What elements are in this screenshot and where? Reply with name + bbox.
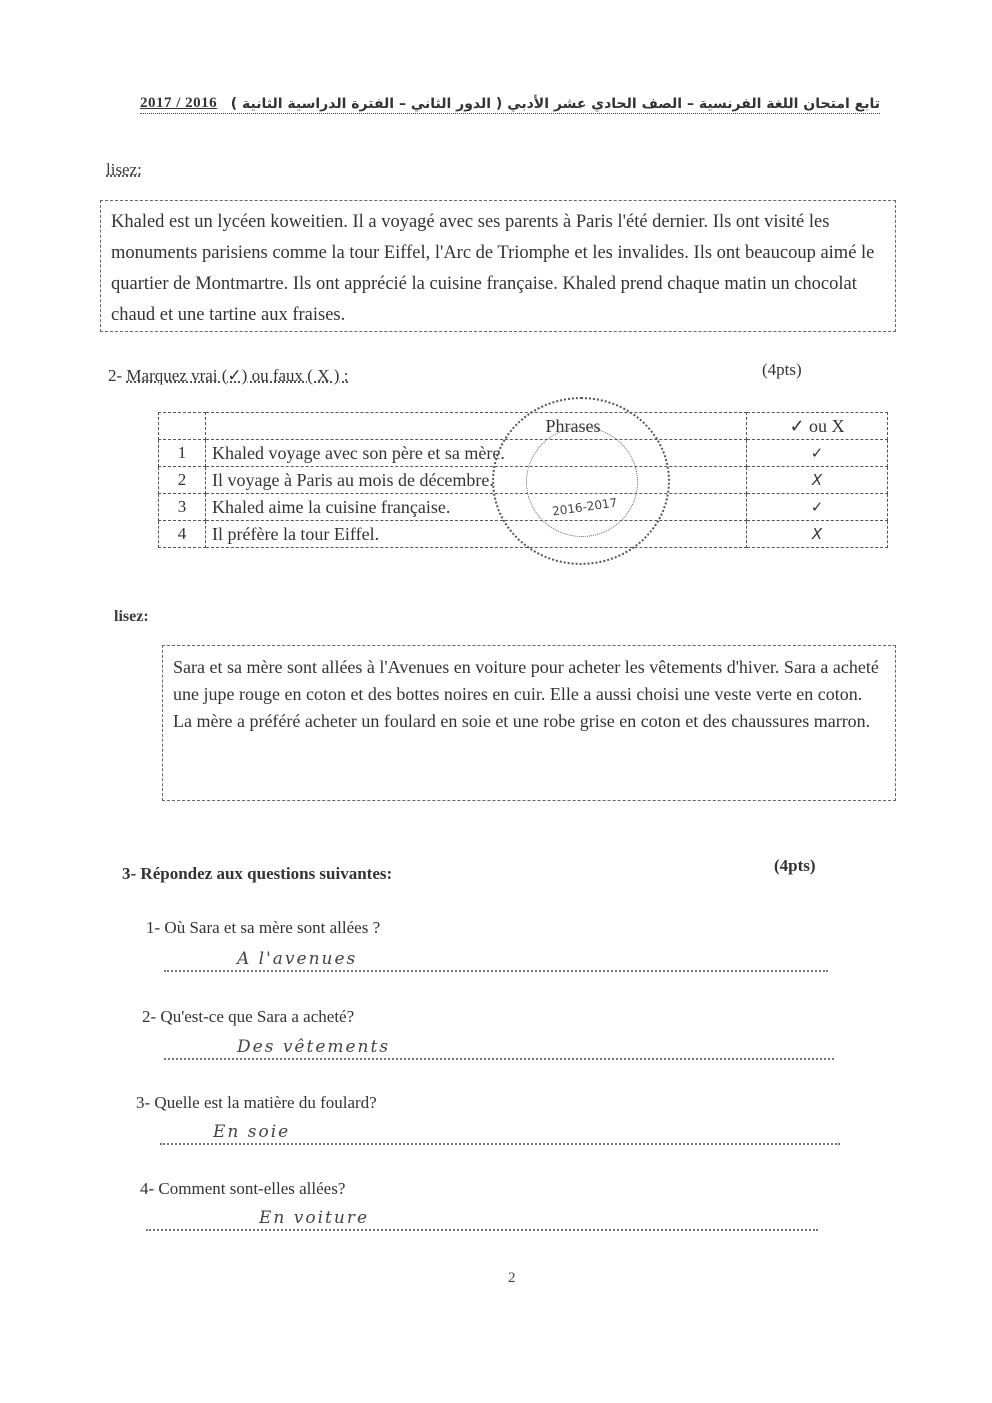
reading1-text-box [100, 200, 896, 332]
header-answer-cell: ✓ ou X [747, 413, 888, 440]
page-header [140, 95, 880, 114]
row-phrase: Khaled aime la cuisine française. [206, 494, 747, 521]
true-false-table [158, 412, 888, 548]
reading2-label: lisez: [114, 608, 149, 625]
row-answer-field[interactable]: ✓ [747, 494, 888, 521]
row-answer-field[interactable]: X [747, 467, 888, 494]
question-3: 3- Quelle est la matière du foulard? [136, 1093, 377, 1112]
reading1-text: Khaled est un lycéen koweitien. Il a voyagé avec ses parents à Paris l'été dernier. Ils ont visité les monuments parisiens comme la tour Eiffel, l'Arc de Triomphe et les invalides. Ils ont beaucoup aimé le quartier de Montmartre. Ils ont apprécié la cuisine française. Khaled prend chaque matin un chocolat chaud et une tartine aux fraises. [111, 212, 875, 325]
reading2-text-box [162, 645, 896, 801]
row-answer-field[interactable]: X [747, 521, 888, 548]
answer-1-field[interactable] [164, 948, 828, 972]
reading1-label: lisez: [106, 160, 142, 179]
table-header-row [159, 413, 888, 440]
answer-3-field[interactable] [160, 1121, 840, 1145]
answer-2-field[interactable] [164, 1036, 834, 1060]
question-2: 2- Qu'est-ce que Sara a acheté? [142, 1007, 355, 1026]
answer-4-field[interactable] [146, 1207, 818, 1231]
exercise2-number: 2- [108, 366, 123, 385]
row-phrase: Khaled voyage avec son père et sa mère. [206, 440, 747, 467]
stamp-year: 2016-2017 [551, 495, 619, 519]
exercise3-instruction: Répondez aux questions suivantes: [140, 864, 393, 883]
exercise2-instruction: Marquez vrai (✓) ou faux ( X ) : [126, 366, 349, 385]
row-answer-field[interactable]: ✓ [747, 440, 888, 467]
header-phrase-cell: Phrases [206, 413, 747, 440]
answer-4-text: En voiture [256, 1208, 372, 1228]
question-1: 1- Où Sara et sa mère sont allées ? [146, 918, 381, 937]
page-number: 2 [508, 1270, 516, 1286]
row-number: 4 [159, 521, 206, 548]
row-phrase: Il voyage à Paris au mois de décembre. [206, 467, 747, 494]
school-year: 2017 / 2016 [140, 95, 218, 111]
row-number: 3 [159, 494, 206, 521]
exercise3-points: (4pts) [774, 856, 816, 875]
row-number: 2 [159, 467, 206, 494]
exam-title-arabic: تابع امتحان اللغة الفرنسية – الصف الحادي عشر الأدبي ( الدور الثاني – الفترة الدراسية الثانية ) [230, 96, 880, 112]
row-phrase: Il préfère la tour Eiffel. [206, 521, 747, 548]
row-number: 1 [159, 440, 206, 467]
exercise2-points: (4pts) [762, 360, 802, 379]
exercise3-number: 3- [122, 864, 137, 883]
answer-1-text: A l'avenues [234, 949, 360, 969]
answer-2-text: Des vêtements [234, 1037, 393, 1057]
table-row [159, 440, 888, 467]
header-num-cell [159, 413, 206, 440]
table-row [159, 494, 888, 521]
table-row [159, 521, 888, 548]
exercise2-title [108, 366, 348, 386]
table-row [159, 467, 888, 494]
reading2-text: Sara et sa mère sont allées à l'Avenues en voiture pour acheter les vêtements d'hiver. Sara a acheté une jupe rouge en coton et des bottes noires en cuir. Elle a aussi choisi une veste verte en coton. La mère a préféré acheter un foulard en soie et une robe grise en coton et des chaussures marron. [173, 657, 879, 731]
answer-3-text: En soie [210, 1122, 293, 1142]
question-4: 4- Comment sont-elles allées? [140, 1179, 346, 1198]
exercise3-title [122, 864, 392, 884]
